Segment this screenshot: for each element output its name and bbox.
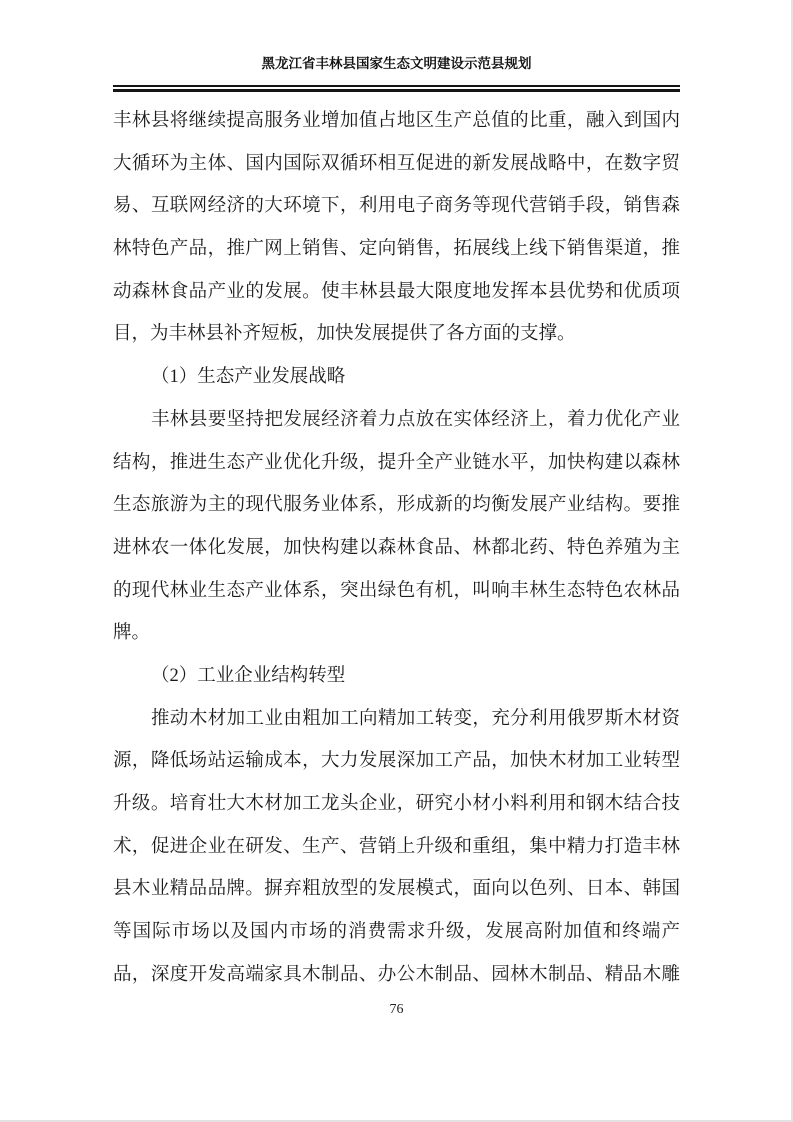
text-line: 丰林县将继续提高服务业增加值占地区生产总值的比重，融入到国内 <box>113 111 680 131</box>
text-line: 林特色产品，推广网上销售、定向销售，拓展线上线下销售渠道，推 <box>113 239 680 260</box>
text-line: 结构，推进生态产业优化升级，提升全产业链水平，加快构建以森林 <box>113 452 680 473</box>
text-line: 大循环为主体、国内国际双循环相互促进的新发展战略中，在数字贸 <box>113 153 680 174</box>
text-line: 升级。培育壮大木材加工龙头企业，研究小材小料利用和钢木结合技 <box>113 794 680 814</box>
text-line: 目，为丰林县补齐短板，加快发展提供了各方面的支撑。 <box>113 324 576 345</box>
text-line: 进林农一体化发展，加快构建以森林食品、林都北药、特色养殖为主 <box>113 537 680 558</box>
text-line: 县木业精品品牌。摒弃粗放型的发展模式，面向以色列、日本、韩国 <box>113 879 680 900</box>
text-line: 牌。 <box>113 623 151 644</box>
text-line: 易、互联网经济的大环境下，利用电子商务等现代营销手段，销售森 <box>113 196 680 217</box>
text-line: 丰林县要坚持把发展经济着力点放在实体经济上，着力优化产业 <box>151 409 680 430</box>
text-line: 推动木材加工业由粗加工向精加工转变，充分利用俄罗斯木材资 <box>151 708 680 729</box>
section-heading: （2）工业企业结构转型 <box>151 665 346 686</box>
page-header-title: 黑龙江省丰林县国家生态文明建设示范县规划 <box>261 56 532 71</box>
page-footer <box>0 1002 793 1018</box>
text-line: 的现代林业生态产业体系，突出绿色有机，叫响丰林生态特色农林品 <box>113 580 680 601</box>
text-line: 动森林食品产业的发展。使丰林县最大限度地发挥本县优势和优质项 <box>113 281 680 302</box>
page-number: 76 <box>389 1002 404 1017</box>
text-line: 等国际市场以及国内市场的消费需求升级，发展高附加值和终端产 <box>113 922 680 943</box>
section-heading: （1）生态产业发展战略 <box>151 367 346 388</box>
document-body <box>113 100 680 996</box>
text-line: 源，降低场站运输成本，大力发展深加工产品，加快木材加工业转型 <box>113 751 680 772</box>
text-line: 品，深度开发高端家具木制品、办公木制品、园林木制品、精品木雕 <box>113 964 680 985</box>
header-rule <box>113 85 680 92</box>
text-line: 术，促进企业在研发、生产、营销上升级和重组，集中精力打造丰林 <box>113 836 680 857</box>
text-line: 生态旅游为主的现代服务业体系，形成新的均衡发展产业结构。要推 <box>113 495 680 516</box>
